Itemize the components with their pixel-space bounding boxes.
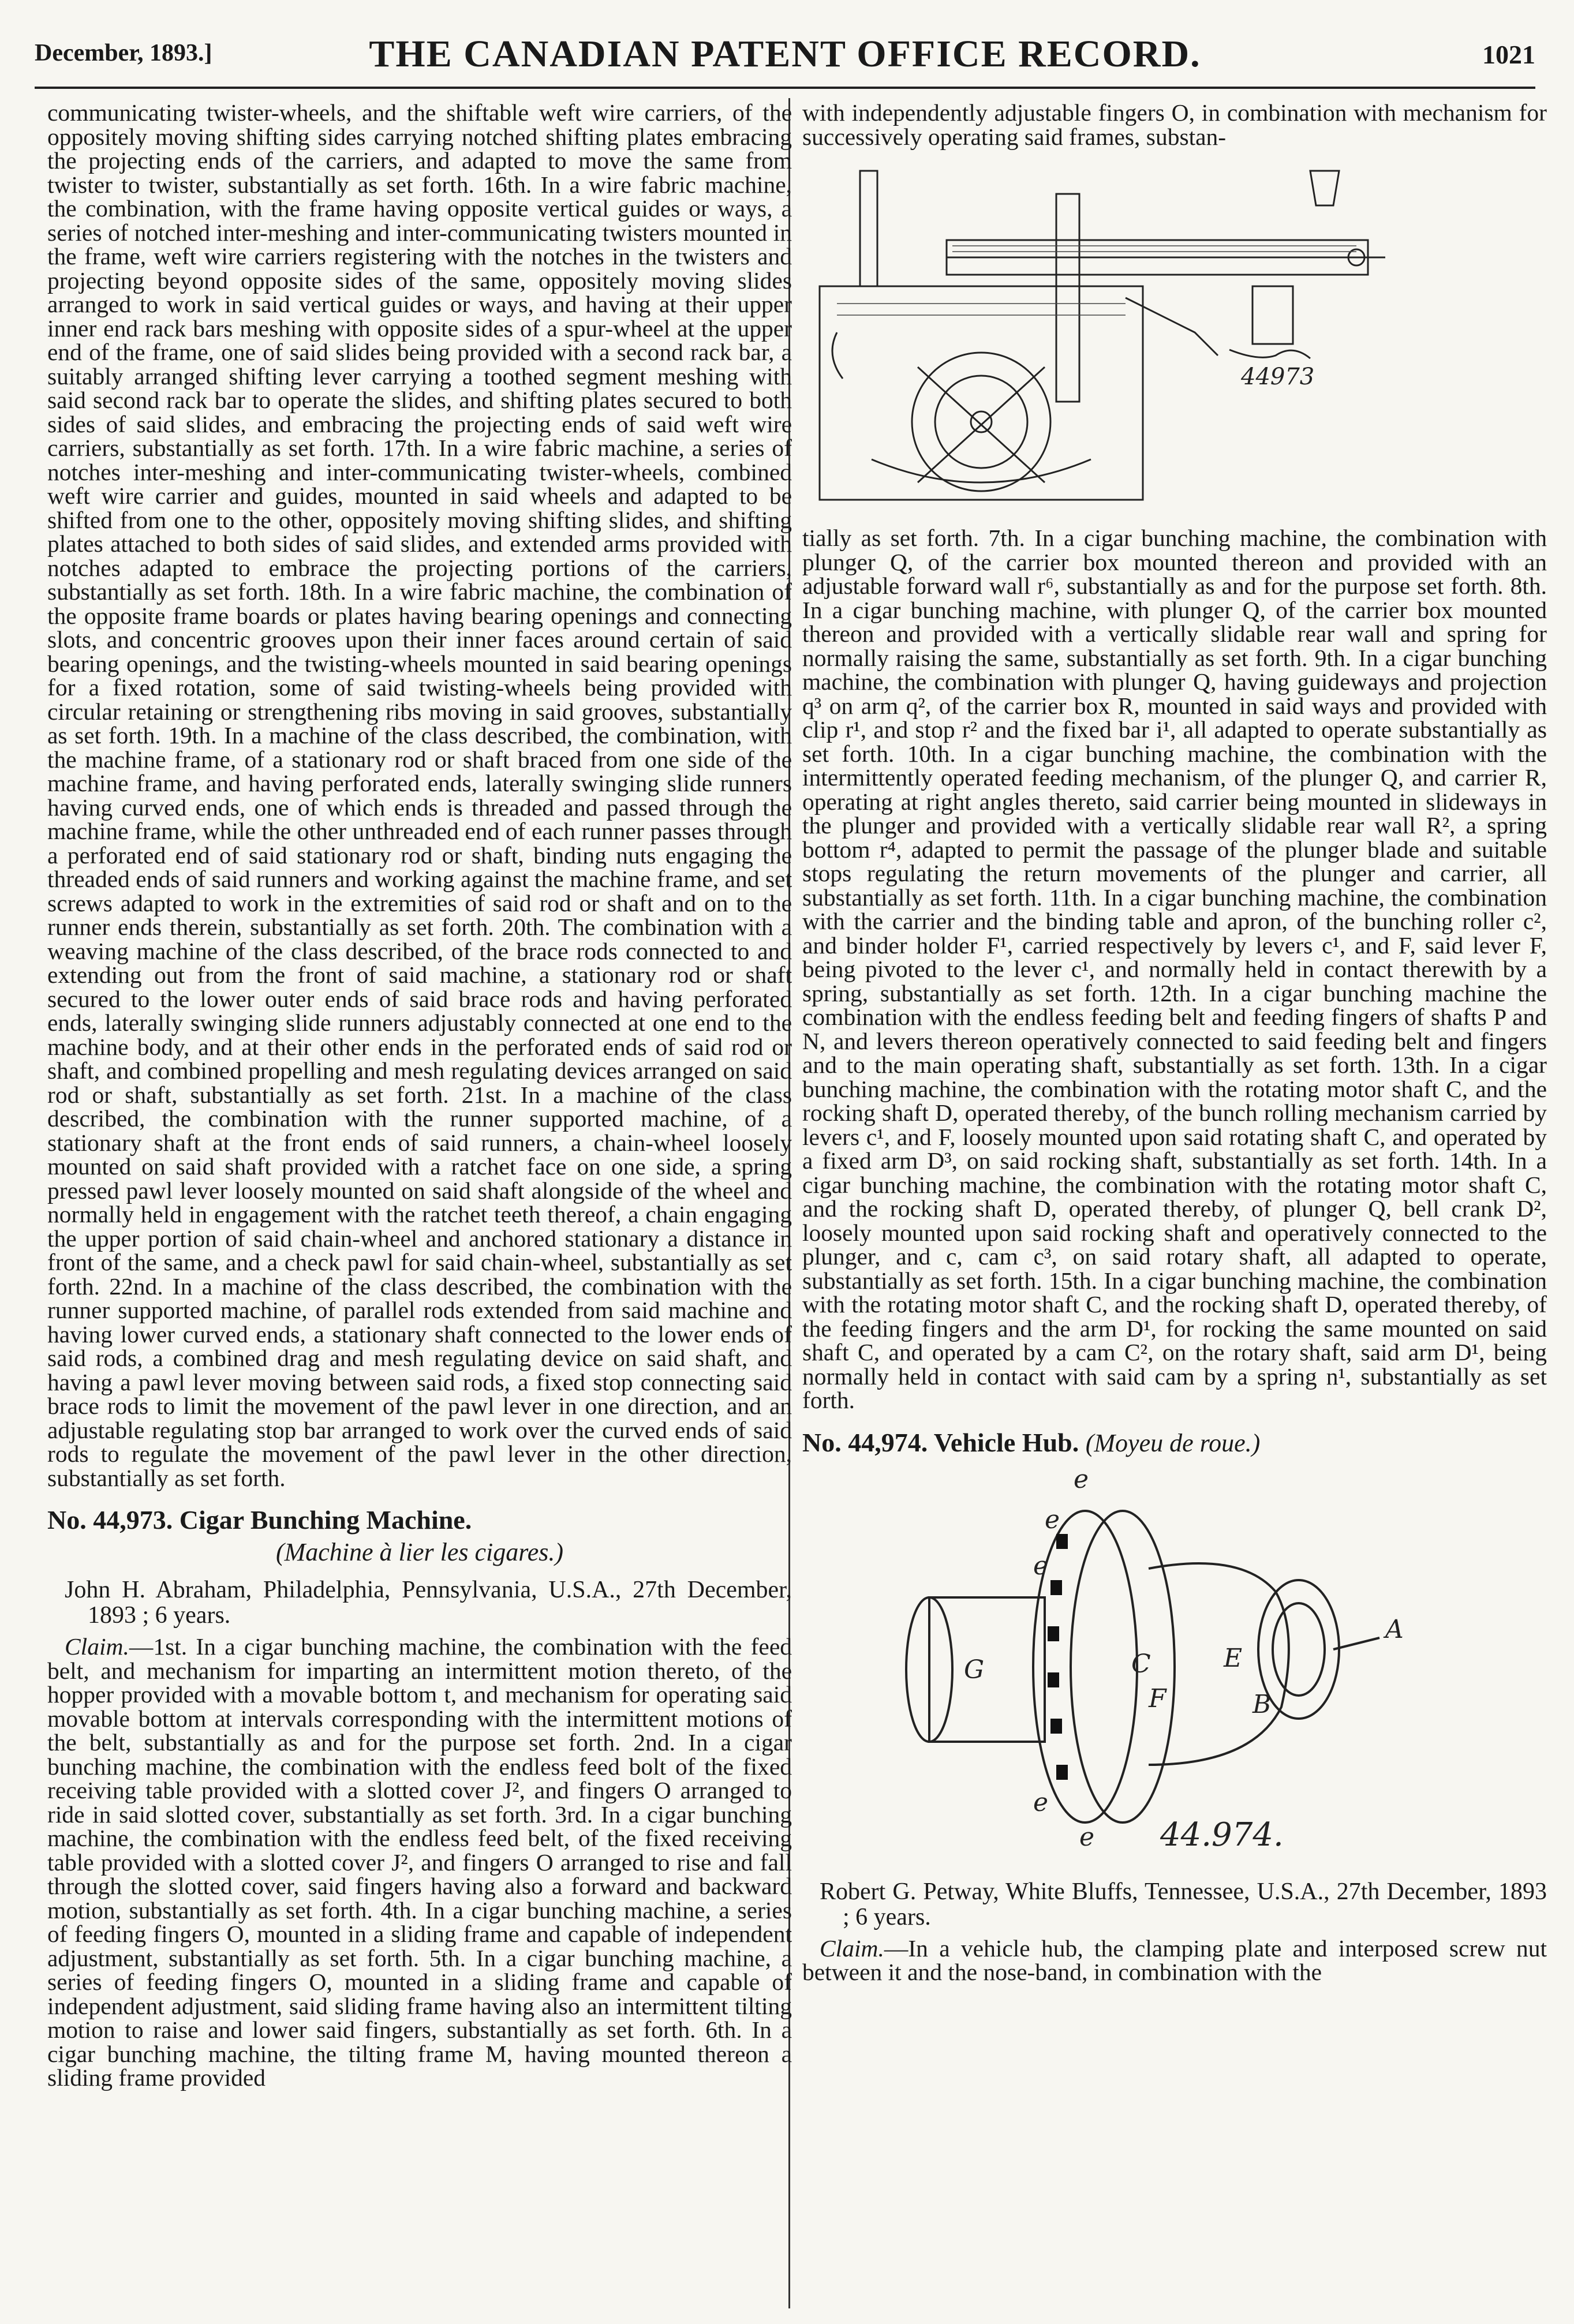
hub-label-e-1: e <box>1074 1464 1089 1494</box>
claim-label: Claim. <box>820 1934 884 1962</box>
left-continuation-text: communicating twister-wheels, and the shiftable weft wire carriers, of the oppositely moving shifting sides carrying notched shifting plates embracing the projecting ends of the carriers, and adapted to move the same from twister to twister, substantially as set forth. 16th. In a wire fabric machine, the combination, with the frame having opposite vertical guides or ways, a series of notched inter-meshing and inter-communicating twisters mounted in the frame, weft wire carriers registering with the notches in the twisters and projecting beyond opposite sides of the same, oppositely moving slides arranged to work in said vertical guides or ways, and having at their upper inner end rack bars meshing with opposite sides of a spur-wheel at the upper end of the frame, one of said slides being provided with a second rack bar, a suitably arranged shifting lever carrying a toothed segment meshing with said second rack bar to operate the slides, and shifting plates secured to both sides of said slides, and embracing the projecting ends of said weft wire carriers, substantially as set forth. 17th. In a wire fabric machine, a series of notches inter-meshing and inter-communicating twister-wheels, combined weft wire carrier and guides, mounted in said wheels and adapted to be shifted from one to the other, oppositely moving shifting slides, and shifting plates attached to both sides of said slides, and extended arms provided with notches adapted to embrace the projecting portions of the carriers, substantially as set forth. 18th. In a wire fabric machine, the combination of the opposite frame boards or plates having bearing openings and connecting slots, and concentric grooves upon their inner faces around certain of said bearing openings, and the twisting-wheels mounted in said bearing openings for a fixed rotation, some of said twisting-wheels being provided with circular retaining or strengthening ribs moving in said grooves, substantially as set forth. 19th. In a machine of the class described, the combination, with the machine frame, of a stationary rod or shaft braced from one side of the machine frame, and having perforated ends, laterally swinging slide runners having curved ends, one of which ends is threaded and passed through the machine frame, while the other unthreaded end of each runner passes through a perforated end of said stationary rod or shaft, binding nuts engaging the threaded ends of said runners and working against the machine frame, and set screws adapted to work in the extremities of said rod or shaft and on to the runner ends therein, substantially as set forth. 20th. The combination with a weaving machine of the class described, of the brace rods connected to and extending out from the front of said machine, a stationary rod or shaft secured to the lower outer ends of said brace rods and having perforated ends, laterally swinging slide runners adjustably connected at one end to the machine body, and at their other ends in the perforated ends of said rod or shaft, and combined propelling and mesh regulating devices arranged on said rod or shaft, substantially as set forth. 21st. In a machine of the class described, the combination with the runner supported machine, of a stationary shaft at the front ends of said runners, a chain-wheel loosely mounted on said shaft provided with a ratchet face on one side, a spring pressed pawl lever loosely mounted on said shaft alongside of the wheel and normally held in engagement with the ratchet teeth thereof, a chain engaging the upper portion of said chain-wheel and anchored stationary a distance in front of the same, and a check pawl for said chain-wheel, substantially as set forth. 22nd. In a machine of the class described, the combination with the runner supported machine, of parallel rods extended from said machine and having lower curved ends, a stationary shaft connected to the lower ends of said rods, a combined drag and mesh regulating device on said shaft, and having a pawl lever moving between said rods, a fixed stop connecting said brace rods to limit the movement of the pawl lever in one direction, and an adjustable regulating stop bar arranged to work over the curved ends of said rods to regulate the movement of the pawl lever in the other direction, substantially as set forth. <box>47 99 792 1491</box>
figure1-number-label: 44973 <box>1241 364 1315 390</box>
claim-text: —1st. In a cigar bunching machine, the combination with the feed belt, and mechanism for imparting an intermittent motion thereto, of the hopper provided with a movable bottom t, and mechanism for operating said movable bottom at intervals corresponding with the intermittent motions of the belt, substantially as and for the purpose set forth. 2nd. In a cigar bunching machine, the combination with the endless feed bolt of the fixed receiving table provided with a slotted cover J², and fingers O arranged to ride in said slotted cover, substantially as set forth. 3rd. In a cigar bunching machine, the combination with the endless feed belt, of the fixed receiving table provided with a slotted cover J², and fingers O arranged to rise and fall through the slotted cover, said fingers having also a forward and backward motion, substantially as set forth. 4th. In a cigar bunching machine, a series of feeding fingers O, mounted in a sliding frame and capable of independent adjustment, substantially as set forth. 5th. In a cigar bunching machine, a series of feeding fingers O, mounted in a sliding frame and capable of independent adjustment, said sliding frame having also an intermittent tilting motion to raise and lower said fingers, substantially as set forth. 6th. In a cigar bunching machine, the tilting frame M, having mounted thereon a sliding frame provided <box>47 1633 792 2091</box>
vehicle-hub-figure <box>802 1465 1535 1869</box>
right-continuation-text: tially as set forth. 7th. In a cigar bunching machine, the combination with plunger Q, of the carrier box mounted thereon and provided with an adjustable forward wall r⁶, substantially as and for the purpose set forth. 8th. In a cigar bunching machine, with plunger Q, of the carrier box mounted thereon and provided with a vertically slidable rear wall and spring for normally raising the same, substantially as set forth. 9th. In a cigar bunching machine, the combination with plunger Q, having guideways and projection q³ on arm q², of the carrier box R, mounted in said ways and provided with clip r¹, and stop r² and the fixed bar i¹, all adapted to operate substantially as set forth. 10th. In a cigar bunching machine, the combination with the intermittently operated feeding mechanism, of the plunger Q, and carrier R, operating at right angles thereto, said carrier being mounted in slideways in the plunger and provided with a vertically slidable rear wall R², a spring bottom r⁴, adapted to permit the passage of the plunger blade and suitable stops regulating the return movements of the plunger and carrier, all substantially as set forth. 11th. In a cigar bunching machine, the combination with the carrier and the binding table and apron, of the bunching roller c², and binder holder F¹, carried respectively by levers c¹, and F, said lever F, being pivoted to the lever c¹, and normally held in contact therewith by a spring, substantially as set forth. 12th. In a cigar bunching machine the combination with the endless feeding belt and feeding fingers of shafts P and N, and levers thereon operatively connected to said feeding belt and fingers and to the main operating shaft, substantially as set forth. 13th. In a cigar bunching machine, the combination with the rotating motor shaft C, and the rocking shaft D, operated thereby, of the bunch rolling mechanism carried by levers c¹, and F, loosely mounted upon said rotating shaft C, and operated by a fixed arm D³, on said rocking shaft, substantially as set forth. 14th. In a cigar bunching machine, the combination with the rotating motor shaft C, and the rocking shaft D, operated thereby, of plunger Q, bell crank D², loosely mounted upon said rocking shaft and operatively connected to the plunger, and c, cam c³, on said rotary shaft, all adapted to operate, substantially as set forth. 15th. In a cigar bunching machine, the combination with the rotating motor shaft C, and the rocking shaft D, operated thereby, of the feeding fingers and the arm D¹, for rocking the same mounted on said shaft C, and operated by a cam C², on the rotary shaft, said arm D¹, being normally held in contact with said cam by a spring n¹, substantially as set forth. <box>802 525 1547 1413</box>
patent-subtitle: (Moyeu de roue.) <box>1085 1428 1261 1457</box>
hub-label-E: E <box>1224 1643 1243 1673</box>
hub-label-F: F <box>1149 1683 1167 1713</box>
inventor-line: Robert G. Petway, White Bluffs, Tennessee, U.S.A., 27th December, 1893 ; 6 years. <box>820 1878 1547 1930</box>
header-page-number: 1021 <box>1482 40 1535 69</box>
patent-title: Vehicle Hub. <box>933 1427 1079 1457</box>
hub-label-B: B <box>1253 1689 1272 1719</box>
hub-label-A: A <box>1385 1614 1404 1644</box>
hub-label-C: C <box>1131 1649 1151 1679</box>
cigar-machine-figure <box>802 159 1535 511</box>
figure2-number-label: 44.974. <box>1160 1816 1284 1854</box>
inventor-line: John H. Abraham, Philadelphia, Pennsylvania, U.S.A., 27th December, 1893 ; 6 years. <box>65 1577 792 1629</box>
claim-paragraph <box>802 1934 1547 1986</box>
patent-subtitle: (Machine à lier les cigares.) <box>275 1538 564 1567</box>
right-column <box>802 101 1547 1985</box>
claim-paragraph <box>47 1635 792 2090</box>
claim-label: Claim. <box>65 1633 129 1660</box>
hub-label-e-4: e <box>1033 1787 1049 1817</box>
right-continuation-top: with independently adjustable fingers O, in combination with mechanism for successively operating said frames, substan- <box>802 99 1547 150</box>
page-header <box>35 28 1535 91</box>
left-column <box>47 101 792 2090</box>
hub-label-e-3: e <box>1033 1551 1049 1581</box>
hub-label-e-2: e <box>1045 1505 1060 1535</box>
patent-heading-44973 <box>47 1506 792 1534</box>
header-title: THE CANADIAN PATENT OFFICE RECORD. <box>369 33 1201 75</box>
claim-text: —In a vehicle hub, the clamping plate and interposed screw nut between it and the nose-band, in combination with the <box>802 1934 1547 1986</box>
hub-label-e-5: e <box>1079 1822 1095 1852</box>
patent-heading-44974 <box>802 1429 1547 1457</box>
header-date: December, 1893.] <box>35 40 212 66</box>
patent-number: No. 44,974. <box>802 1427 928 1457</box>
header-rule <box>35 87 1535 89</box>
patent-number: No. 44,973. <box>47 1505 173 1535</box>
hub-label-G: G <box>964 1655 985 1685</box>
patent-title: Cigar Bunching Machine. <box>179 1505 472 1535</box>
